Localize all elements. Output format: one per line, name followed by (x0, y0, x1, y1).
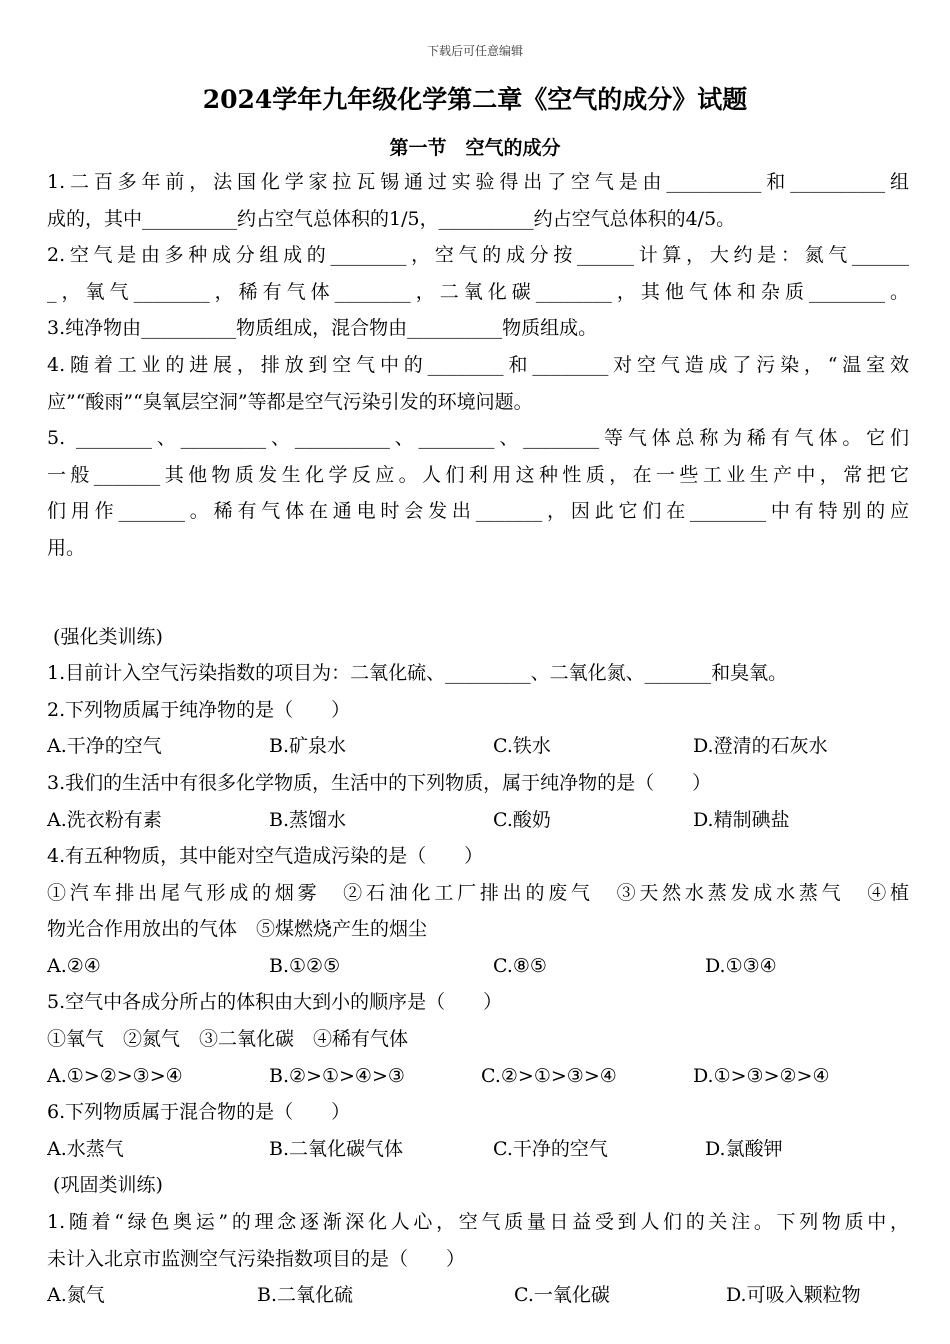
question-4-items: ①汽车排出尾气形成的烟雾 ②石油化工厂排出的废气 ③天然水蒸发成水蒸气 ④植 (47, 881, 909, 904)
header-note: 下载后可任意编辑 (426, 44, 523, 58)
text-line: 2.空气是由多种成分组成的________，空气的成分按______计算，大约是：氮气______ (47, 244, 909, 267)
section-gap (47, 567, 909, 619)
question-4: 4.有五种物质，其中能对空气造成污染的是（ ） (47, 845, 484, 868)
text-line: 应”“酸雨”“臭氧层空洞”等都是空气污染引发的环境问题。 (47, 390, 533, 413)
question-6-options (47, 1131, 909, 1168)
text-line: 成的，其中__________约占空气总体积的1/5，__________约占空气总体积的4/5。 (47, 207, 736, 230)
option-c: C.干净的空气 (493, 1137, 608, 1160)
question-5: 5.空气中各成分所占的体积由大到小的顺序是（ ） (47, 991, 503, 1014)
part-heading: (巩固类训练) (47, 1174, 163, 1197)
option-c: C.一氧化碳 (514, 1284, 610, 1307)
section-title: 第一节 空气的成分 (389, 137, 561, 159)
option-a: A.②④ (47, 954, 101, 977)
option-b: B.②>①>④>③ (269, 1064, 405, 1087)
option-b: B.蒸馏水 (269, 808, 347, 831)
text-line: 一般_______其他物质发生化学反应。人们利用这种性质，在一些工业生产中，常把它 (47, 463, 909, 486)
text-line: 4.随着工业的进展，排放到空气中的________和________对空气造成了污染，“温室效 (47, 353, 909, 376)
option-b: B.二氧化碳气体 (269, 1137, 404, 1160)
text-line: 1.二百多年前，法国化学家拉瓦锡通过实验得出了空气是由__________和__________组 (47, 171, 909, 193)
option-a: A.洗衣粉有素 (47, 808, 162, 831)
question-5-items: ①氧气 ②氮气 ③二氧化碳 ④稀有气体 (47, 1028, 409, 1051)
question-5-options (47, 1058, 909, 1095)
question-3-options (47, 802, 909, 839)
option-c: C.②>①>③>④ (481, 1064, 617, 1087)
text-line: 们用作_______。稀有气体在通电时会发出_______，因此它们在________中有特别的应 (47, 500, 909, 523)
text-line: _，氧气________，稀有气体________，二氧化碳________，其他气体和杂质________。 (47, 280, 909, 303)
option-c: C.⑧⑤ (493, 954, 547, 977)
part-heading: (强化类训练) (47, 625, 163, 648)
text-line: 3.纯净物由__________物质组成，混合物由__________物质组成。 (47, 317, 598, 340)
option-d: D.精制碘盐 (693, 808, 790, 831)
option-d: D.可吸入颗粒物 (726, 1284, 861, 1307)
question-6: 6.下列物质属于混合物的是（ ） (47, 1101, 351, 1124)
question-3: 3.我们的生活中有很多化学物质，生活中的下列物质，属于纯净物的是（ ） (47, 771, 712, 794)
option-a: A.氮气 (47, 1284, 105, 1307)
document-title: 2024学年九年级化学第二章《空气的成分》试题 (202, 85, 748, 114)
document-body (47, 164, 909, 1314)
text-line: 5. ________、_________、__________、________、________等气体总称为稀有气体。它们 (47, 427, 909, 450)
question-2: 2.下列物质属于纯净物的是（ ） (47, 698, 351, 721)
question-4-items: 物光合作用放出的气体 ⑤煤燃烧产生的烟尘 (47, 918, 428, 941)
question-1-options (47, 1277, 909, 1314)
option-a: A.①>②>③>④ (47, 1064, 183, 1087)
option-b: B.矿泉水 (269, 735, 347, 758)
question-4-options (47, 948, 909, 985)
option-a: A.水蒸气 (47, 1137, 124, 1160)
option-b: B.①②⑤ (269, 954, 341, 977)
option-c: C.铁水 (493, 735, 551, 758)
option-a: A.干净的空气 (47, 735, 162, 758)
question-1: 未计入北京市监测空气污染指数项目的是（ ） (47, 1247, 466, 1270)
option-d: D.氯酸钾 (705, 1137, 783, 1160)
option-b: B.二氧化硫 (257, 1284, 354, 1307)
option-c: C.酸奶 (493, 808, 551, 831)
option-d: D.①>③>②>④ (693, 1064, 830, 1087)
text-line: 用。 (47, 536, 86, 559)
question-2-options (47, 728, 909, 765)
question-1: 1.目前计入空气污染指数的项目为：二氧化硫、_________、二氧化氮、_______和臭氧。 (47, 662, 788, 685)
option-d: D.澄清的石灰水 (693, 735, 828, 758)
question-1: 1.随着“绿色奥运”的理念逐渐深化人心，空气质量日益受到人们的关注。下列物质中， (47, 1211, 909, 1234)
option-d: D.①③④ (705, 954, 777, 977)
